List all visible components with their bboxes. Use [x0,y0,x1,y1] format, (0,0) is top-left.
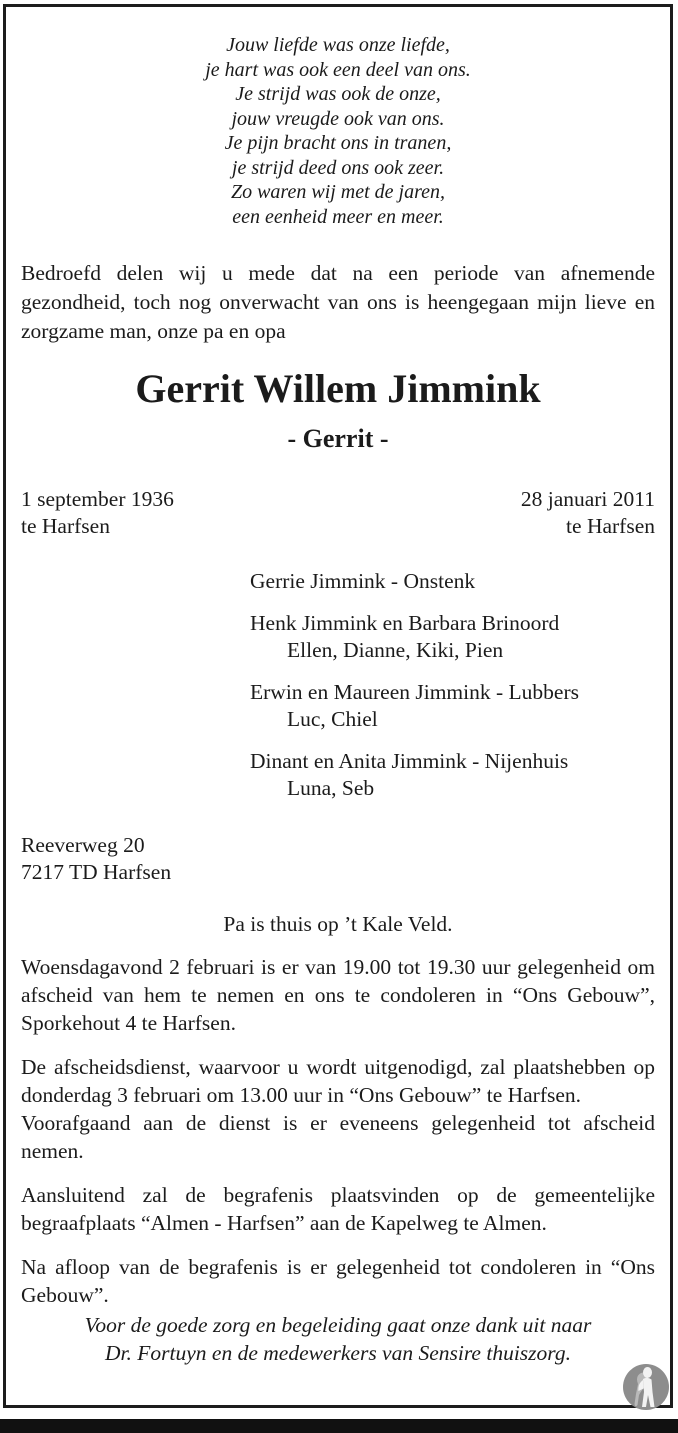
poem-line: Je strijd was ook de onze, [235,83,441,105]
birth-date: 1 september 1936 [21,487,174,511]
family-names: Erwin en Maureen Jimmink - Lubbers [250,680,579,704]
notice-line: De afscheidsdienst, waarvoor u wordt uitgenodigd, zal plaatshebben op donderdag 3 februari om 13.00 uur in “Ons Gebouw” te Harfsen. [21,1055,655,1107]
poem-line: je hart was ook een deel van ons. [205,58,471,81]
address-postal-city: 7217 TD Harfsen [21,860,172,884]
family-list [250,568,655,802]
poem-line: een eenheid meer en meer. [232,205,444,228]
poem-line: Zo waren wij met de jaren, [230,181,446,203]
notice-line: Voorafgaand aan de dienst is er eveneens gelegenheid tot afscheid nemen. [21,1111,655,1163]
border-frame [3,4,673,1408]
poem [21,33,655,229]
announcement-text: Bedroefd delen wij u mede dat na een periode van afnemende gezondheid, toch nog onverwacht van ons is heengegaan mijn lieve en zorgzame man, onze pa en opa [21,261,655,343]
family-children: Luna, Seb [287,776,375,800]
address-block [21,832,655,886]
family-names: Gerrie Jimmink - Onstenk [250,569,476,593]
notice-paragraph [21,953,655,1037]
poem-line: Je pijn bracht ons in tranen, [224,132,452,154]
deceased-name: Gerrit Willem Jimmink [135,366,541,411]
birth-place: te Harfsen [21,514,110,538]
notices [21,953,655,1309]
closing-line: Dr. Fortuyn en de medewerkers van Sensire thuiszorg. [105,1341,571,1365]
death-info [521,486,655,540]
family-children: Ellen, Dianne, Kiki, Pien [287,638,504,662]
family-names: Dinant en Anita Jimmink - Nijenhuis [250,749,569,773]
family-entry [250,568,655,595]
deceased-nickname: - Gerrit - [287,424,389,453]
notice-paragraph [21,1181,655,1237]
dates-row [21,486,655,540]
poem-line: Jouw liefde was onze liefde, [226,34,450,56]
notice-line: Woensdagavond 2 februari is er van 19.00 tot 19.30 uur gelegenheid om afscheid van hem te nemen en ons te condoleren in “Ons Gebouw”, Sporkehout 4 te Harfsen. [21,955,655,1035]
embracing-figures-icon [623,1364,669,1410]
poem-line: je strijd deed ons ook zeer. [231,156,445,179]
notice-line: Na afloop van de begrafenis is er gelegenheid tot condoleren in “Ons Gebouw”. [21,1255,655,1307]
closing-line: Voor de goede zorg en begeleiding gaat onze dank uit naar [84,1313,592,1337]
family-entry [250,610,655,664]
family-entry [250,748,655,802]
family-names: Henk Jimmink en Barbara Brinoord [250,611,560,635]
death-date: 28 januari 2011 [520,487,655,511]
death-place: te Harfsen [566,514,655,538]
closing-note [21,1311,655,1367]
address-street: Reeverweg 20 [21,833,145,857]
publisher-logo [623,1364,669,1410]
notice-paragraph [21,1053,655,1165]
birth-info [21,486,174,540]
notice-paragraph [21,1253,655,1309]
family-children: Luc, Chiel [287,707,378,731]
home-note: Pa is thuis op ’t Kale Veld. [223,912,453,936]
notice-line: Aansluitend zal de begrafenis plaatsvinden op de gemeentelijke begraafplaats “Almen - Harfsen” aan de Kapelweg te Almen. [21,1183,655,1235]
bottom-strip [0,1419,678,1433]
family-entry [250,679,655,733]
poem-line: jouw vreugde ook van ons. [231,107,445,130]
